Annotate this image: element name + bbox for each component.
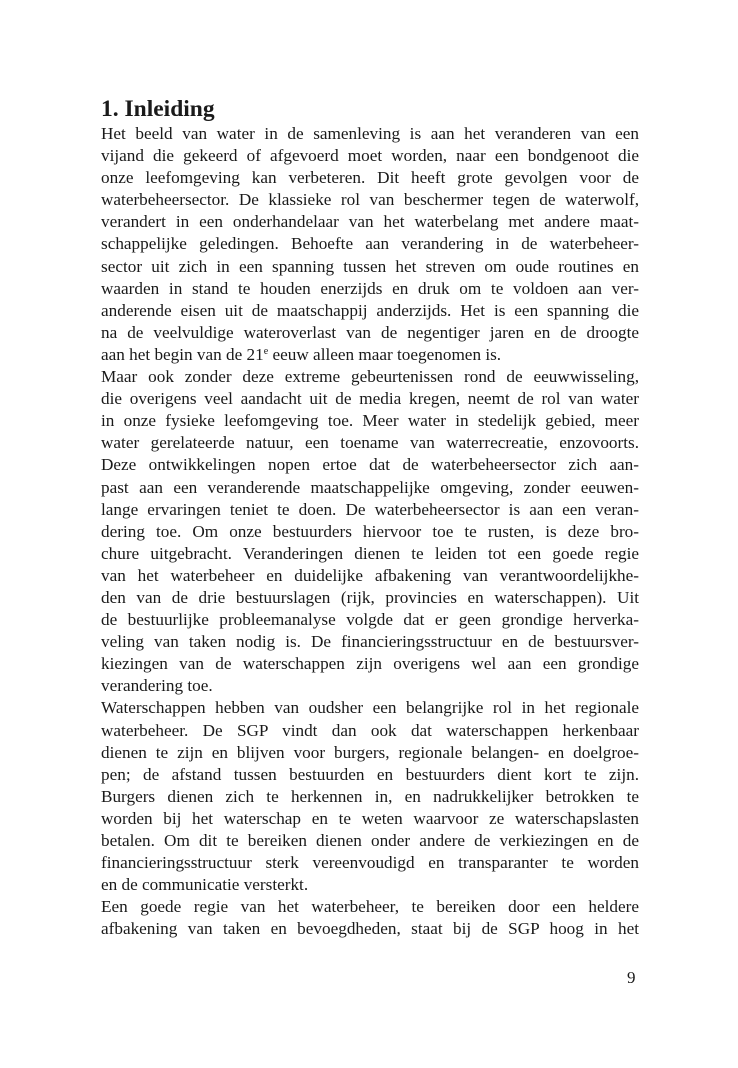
text-line: dienen te zijn en blijven voor burgers, regionale belangen- en doelgroe- (101, 742, 639, 762)
text-line: en de communicatie versterkt. (101, 875, 309, 895)
text-line: onze leefomgeving kan verbeteren. Dit heeft grote gevolgen voor de (101, 168, 639, 188)
text-line: Maar ook zonder deze extreme gebeurtenissen rond de eeuwwisseling, (101, 367, 639, 387)
text-line: sector uit zich in een spanning tussen het streven om oude routines en (101, 256, 639, 276)
superscript: e (263, 345, 269, 357)
page-number: 9 (627, 968, 636, 987)
page-content (101, 95, 639, 940)
text-line: den van de drie bestuurslagen (rijk, provincies en waterschappen). Uit (101, 587, 639, 607)
text-line: waterbeheer. De SGP vindt dan ook dat waterschappen herkenbaar (101, 720, 639, 740)
text-line: veling van taken nodig is. De financieringsstructuur en de bestuursver- (101, 632, 639, 652)
text-line: pen; de afstand tussen bestuurden en bestuurders dient kort te zijn. (101, 764, 639, 784)
text-line: verandering toe. (101, 676, 213, 696)
text-line: chure uitgebracht. Veranderingen dienen te leiden tot een goede regie (101, 543, 639, 563)
text-line: afbakening van taken en bevoegdheden, staat bij de SGP hoog in het (101, 919, 639, 939)
text-line: die overigens veel aandacht uit de media kregen, neemt de rol van water (101, 389, 639, 409)
text-line: van het waterbeheer en duidelijke afbakening van verantwoordelijkhe- (101, 565, 639, 585)
text-line: water gerelateerde natuur, een toename van waterrecreatie, enzovoorts. (101, 433, 639, 453)
chapter-heading: 1. Inleiding (101, 96, 215, 122)
text-line: de bestuurlijke probleemanalyse volgde dat er geen grondige herverka- (101, 610, 639, 630)
text-line: financieringsstructuur sterk vereenvoudigd en transparanter te worden (101, 853, 639, 873)
paragraph (101, 123, 639, 366)
text-line: past aan een veranderende maatschappelijke omgeving, zonder eeuwen- (101, 477, 639, 497)
text-line: anderende eisen uit de maatschappij anderzijds. Het is een spanning die (101, 300, 639, 320)
text-line: betalen. Om dit te bereiken dienen onder andere de verkiezingen en de (101, 831, 639, 850)
text-line: schappelijke geledingen. Behoefte aan verandering in de waterbeheer- (101, 234, 639, 254)
body-text (101, 123, 639, 940)
text-line: verandert in een onderhandelaar van het waterbelang met andere maat- (101, 212, 639, 232)
text-line: na de veelvuldige wateroverlast van de negentiger jaren en de droogte (101, 322, 639, 342)
text-line: Een goede regie van het waterbeheer, te bereiken door een heldere (101, 897, 639, 917)
text-line: lange ervaringen teniet te doen. De waterbeheersector is aan een veran- (101, 499, 639, 519)
text-line: Het beeld van water in de samenleving is aan het veranderen van een (101, 124, 639, 143)
text-line: kiezingen van de waterschappen zijn overigens wel aan een grondige (101, 654, 639, 674)
text-line: waterbeheersector. De klassieke rol van beschermer tegen de waterwolf, (101, 190, 639, 210)
text-line: dering toe. Om onze bestuurders hiervoor toe te rusten, is deze bro- (101, 521, 639, 541)
paragraph (101, 697, 639, 896)
paragraph (101, 896, 639, 940)
text-line: Deze ontwikkelingen nopen ertoe dat de waterbeheersector zich aan- (101, 455, 639, 475)
paragraph (101, 366, 639, 697)
text-line: Waterschappen hebben van oudsher een belangrijke rol in het regionale (101, 698, 639, 718)
text-line: in onze fysieke leefomgeving toe. Meer water in stedelijk gebied, meer (101, 411, 639, 431)
text-line: worden bij het waterschap en te weten waarvoor ze waterschapslasten (101, 808, 639, 828)
text-line: Burgers dienen zich te herkennen in, en nadrukkelijker betrokken te (101, 786, 639, 806)
text-line: aan het begin van de 21e eeuw alleen maar toegenomen is. (101, 344, 502, 364)
text-line: waarden in stand te houden enerzijds en druk om te voldoen aan ver- (101, 278, 639, 298)
text-line: vijand die gekeerd of afgevoerd moet worden, naar een bondgenoot die (101, 146, 639, 166)
